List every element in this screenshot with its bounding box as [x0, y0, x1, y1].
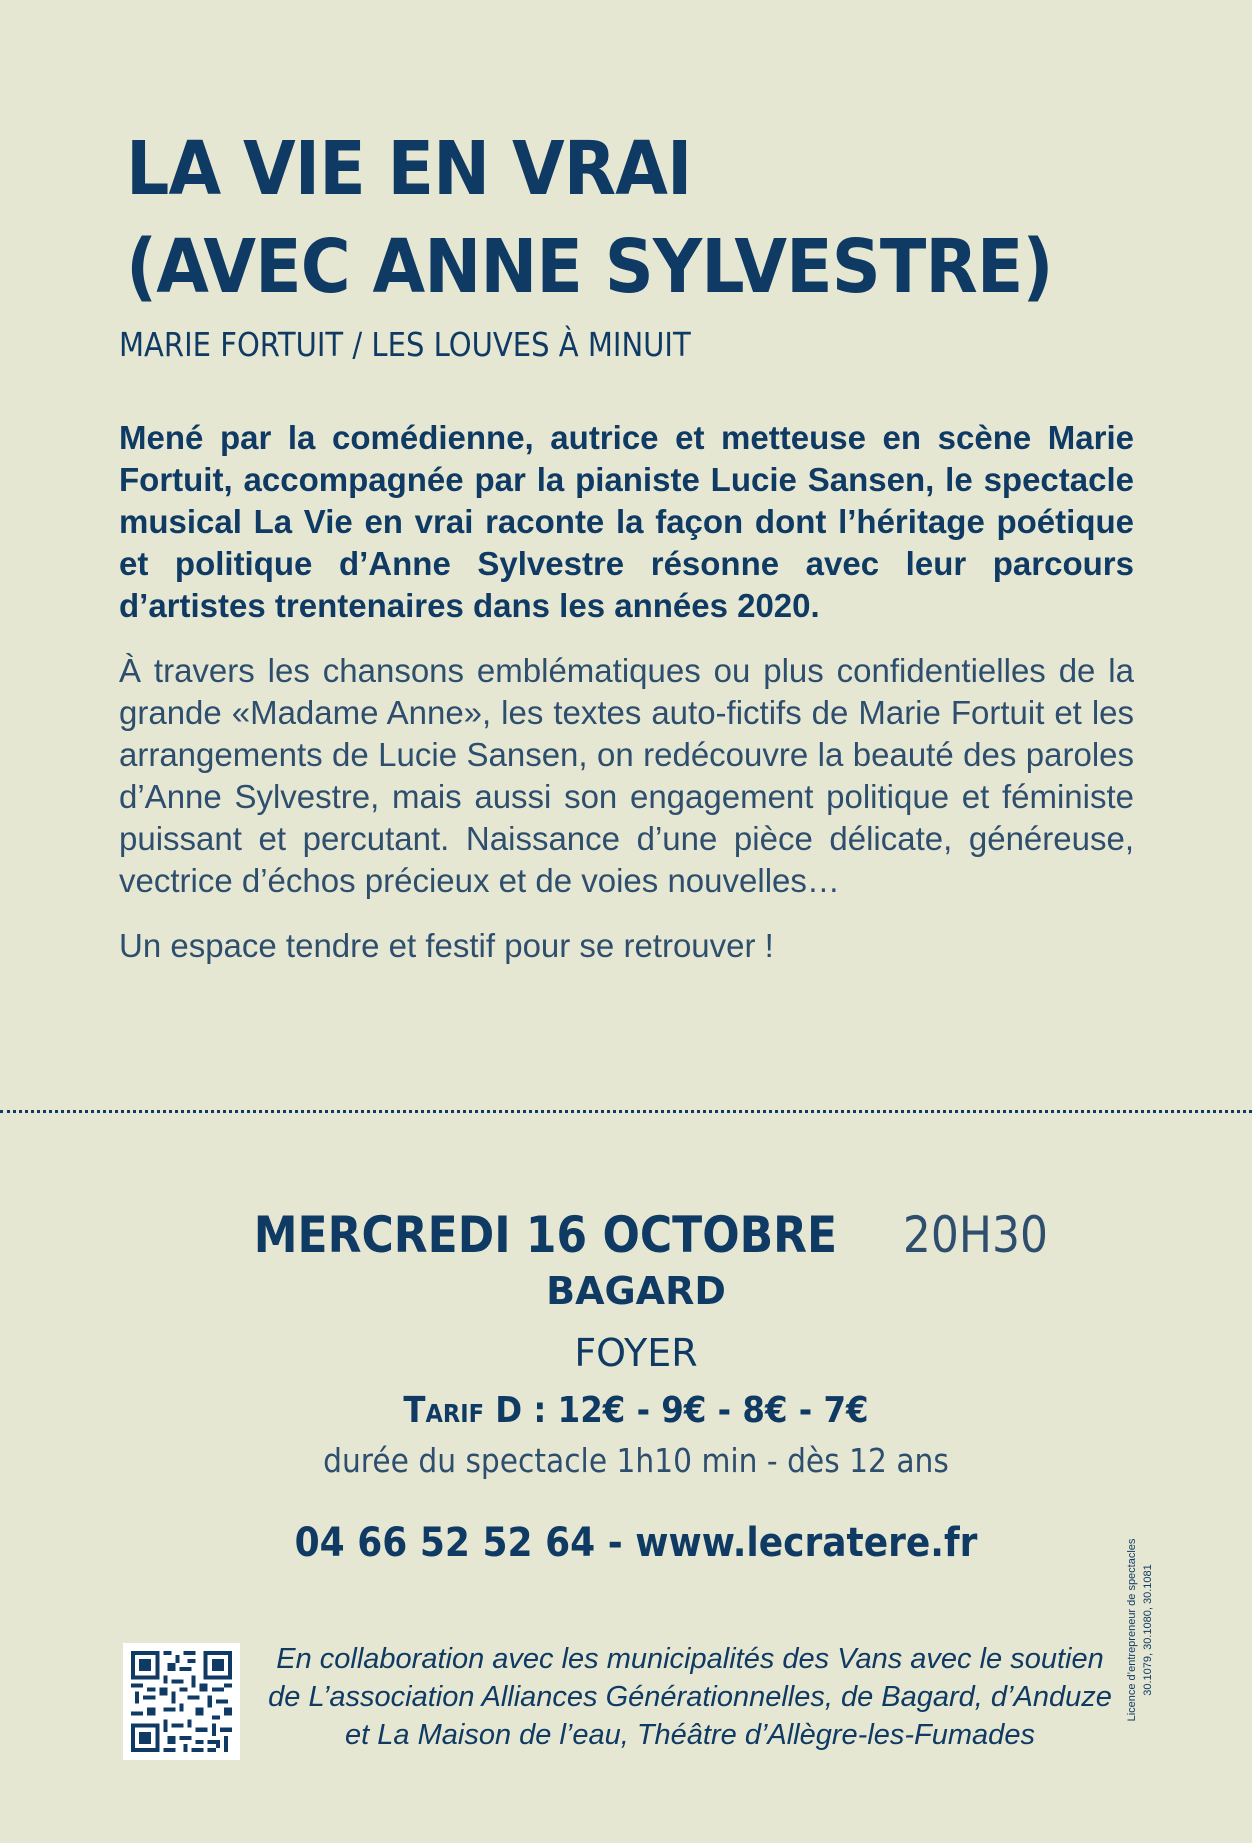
- title-line-2: (AVEC ANNE SYLVESTRE): [126, 224, 1053, 310]
- body-paragraph: À travers les chansons emblématiques ou plus confidentielles de la grande «Madame Anne», les textes auto-fictifs de Marie Fortuit et les arrangements de Lucie Sansen, on redécouvre la beauté des paroles d’Anne Sylvestre, mais aussi son engagement politique et féministe puissant et percutant. Naissance d’une pièce délicate, généreuse, vectrice d’échos précieux et de voies nouvelles…: [119, 652, 1134, 899]
- contact-line[interactable]: 04 66 52 52 64 - www.lecratere.fr: [294, 1520, 978, 1566]
- tarif-label: Tarif D: [403, 1390, 523, 1431]
- closing-line: Un espace tendre et festif pour se retrouver !: [119, 927, 774, 964]
- title-line-1: LA VIE EN VRAI: [126, 126, 692, 212]
- event-tarif: [64, 1388, 1209, 1434]
- event-city: BAGARD: [546, 1269, 726, 1313]
- licence-note: [1124, 1520, 1164, 1740]
- tarif-prices: : 12€ - 9€ - 8€ - 7€: [522, 1390, 869, 1431]
- event-time: 20H30: [902, 1206, 1048, 1264]
- subtitle: MARIE FORTUIT / LES LOUVES À MINUIT: [119, 325, 691, 364]
- page-title: [126, 120, 1053, 316]
- intro-paragraph: Mené par la comédienne, autrice et metteuse en scène Marie Fortuit, accompagnée par la pianiste Lucie Sansen, le spectacle musical La Vie en vrai raconte la façon dont l’héritage poétique et politique d’Anne Sylvestre résonne avec leur parcours d’artistes trentenaires dans les années 2020.: [119, 419, 1134, 624]
- dotted-separator: [0, 1110, 1252, 1113]
- event-duration: durée du spectacle 1h10 min - dès 12 ans: [323, 1441, 949, 1480]
- qr-code-icon: [123, 1643, 240, 1760]
- qr-code: [123, 1643, 240, 1760]
- licence-line-1: Licence d’entrepreneur de spectacles: [1126, 1538, 1138, 1722]
- collaboration-line-3: et La Maison de l’eau, Théâtre d’Allègre-les-Fumades: [345, 1719, 1035, 1751]
- event-date: MERCREDI 16 OCTOBRE: [253, 1206, 838, 1264]
- licence-line-2: 30.1079, 30.1080, 30.1081: [1142, 1564, 1154, 1696]
- licence-text: [1124, 1520, 1156, 1740]
- collaboration-line-2: de L’association Alliances Générationnelles, de Bagard, d’Anduze: [268, 1681, 1112, 1713]
- event-venue: FOYER: [574, 1331, 698, 1375]
- event-datetime: [0, 1205, 1252, 1265]
- collaboration-note: [250, 1640, 1130, 1754]
- collaboration-line-1: En collaboration avec les municipalités des Vans avec le soutien: [276, 1643, 1104, 1675]
